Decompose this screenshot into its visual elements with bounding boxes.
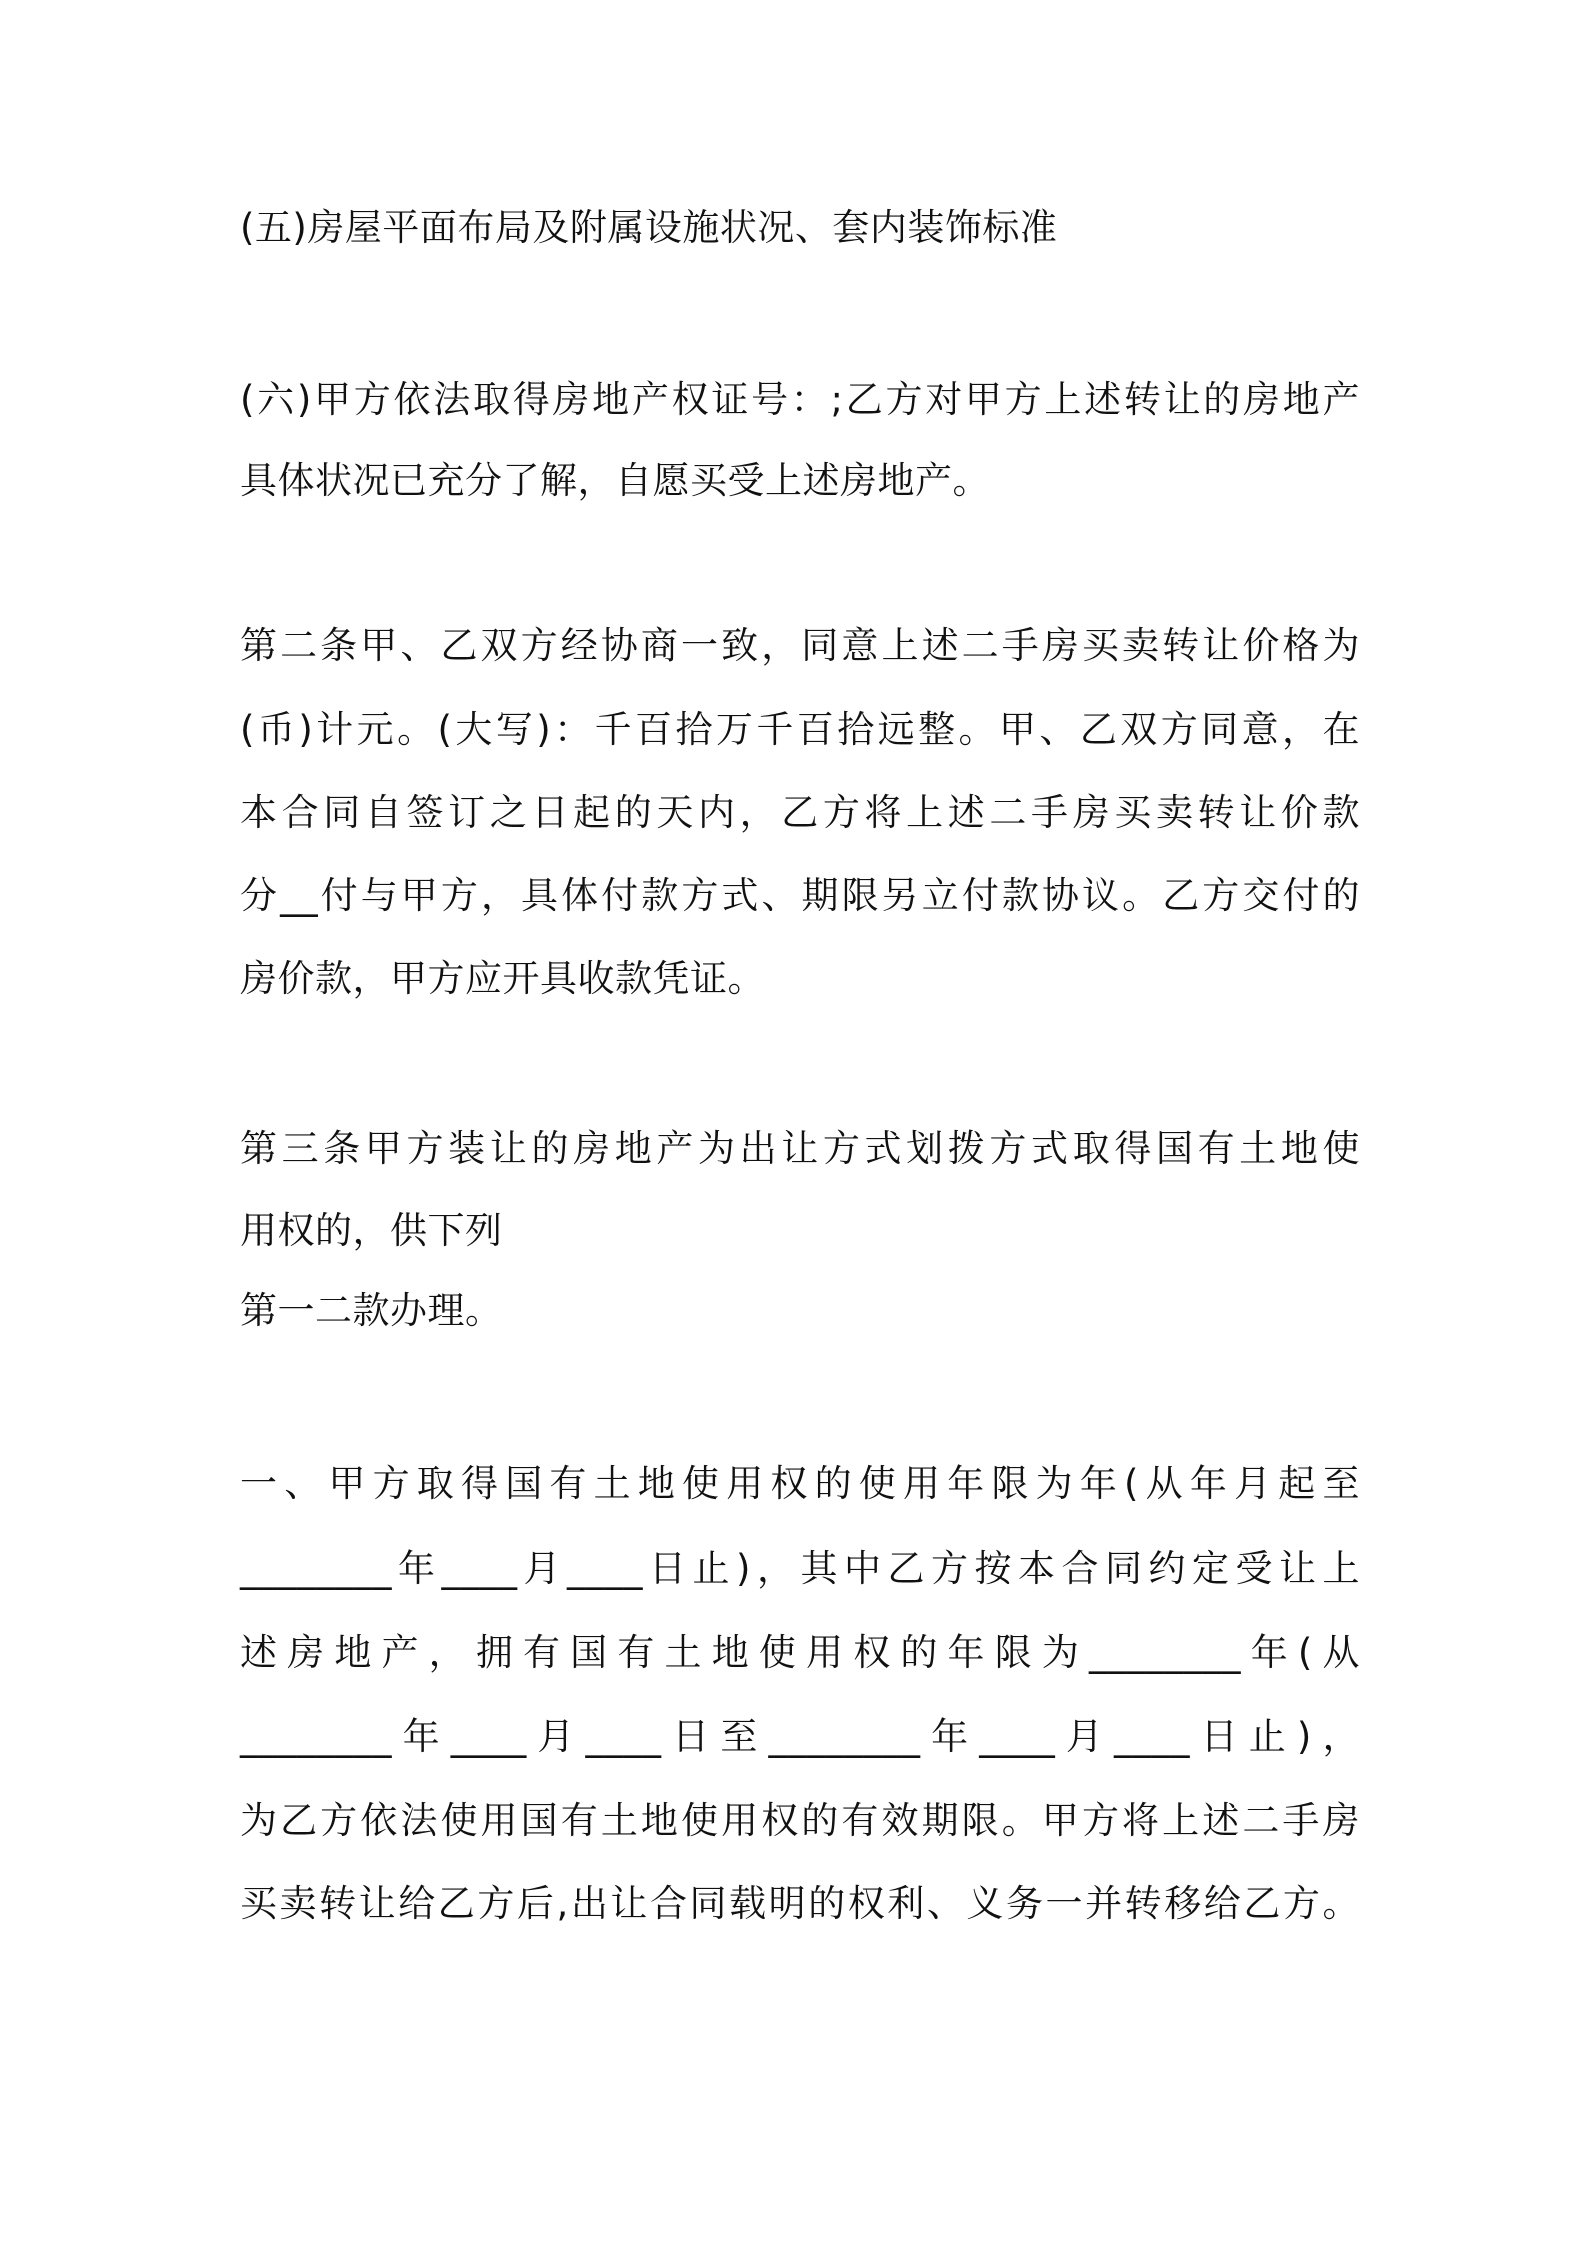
article-2-line-2: (币)计元。(大写)：千百拾万千百拾远整。甲、乙双方同意，在	[240, 708, 1360, 751]
item-6-line-2: 具体状况已充分了解，自愿买受上述房地产。	[240, 459, 990, 502]
clause-1-line-6: 买卖转让给乙方后,出让合同载明的权利、义务一并转移给乙方。	[240, 1882, 1360, 1925]
clause-1-line-3: 述房地产，拥有国有土地使用权的年限为________年(从	[240, 1631, 1360, 1674]
article-2-line-4: 分__付与甲方，具体付款方式、期限另立付款协议。乙方交付的	[240, 874, 1360, 917]
item-5-line-1: (五)房屋平面布局及附属设施状况、套内装饰标准	[240, 206, 1058, 249]
clause-1-line-1: 一、甲方取得国有土地使用权的使用年限为年(从年月起至	[240, 1462, 1360, 1505]
article-3-line-2: 用权的，供下列	[240, 1209, 503, 1252]
clause-1-line-5: 为乙方依法使用国有土地使用权的有效期限。甲方将上述二手房	[240, 1799, 1360, 1842]
article-2-line-1: 第二条甲、乙双方经协商一致，同意上述二手房买卖转让价格为	[240, 624, 1360, 667]
article-2-line-5: 房价款，甲方应开具收款凭证。	[240, 957, 765, 1000]
article-3-line-1: 第三条甲方装让的房地产为出让方式划拨方式取得国有土地使	[240, 1127, 1360, 1170]
article-3-line-3: 第一二款办理。	[240, 1289, 503, 1332]
article-2-line-3: 本合同自签订之日起的天内，乙方将上述二手房买卖转让价款	[240, 791, 1360, 834]
item-6-line-1: (六)甲方依法取得房地产权证号：;乙方对甲方上述转让的房地产	[240, 378, 1360, 421]
clause-1-line-4: ________年____月____日至________年____月____日止)，	[240, 1715, 1360, 1758]
clause-1-line-2: ________年____月____日止)，其中乙方按本合同约定受让上	[240, 1547, 1360, 1590]
